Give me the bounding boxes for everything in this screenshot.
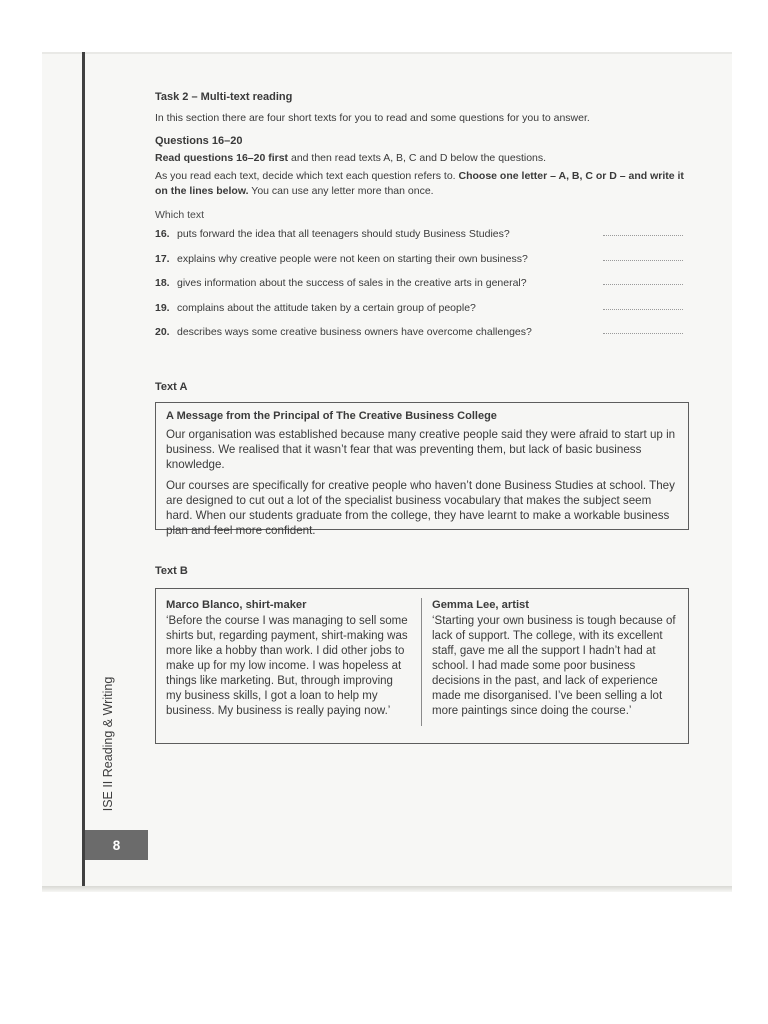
text-b-left-name: Marco Blanco, shirt-maker (166, 598, 307, 611)
instruction-bold: Read questions 16–20 first (155, 152, 289, 165)
text-b-right-column (422, 598, 688, 743)
question-list (155, 224, 689, 347)
questions-lead: Which text (155, 208, 205, 221)
answer-line[interactable] (603, 333, 683, 334)
page-number-badge: 8 (85, 830, 148, 860)
answer-line[interactable] (603, 260, 683, 261)
task-title: Task 2 – Multi-text reading (155, 91, 293, 103)
text-b-box (155, 588, 689, 744)
text-b-label: Text B (155, 564, 188, 577)
instruction-rest: and then read texts A, B, C and D below the questions. (288, 152, 547, 165)
question-number: 18. (155, 277, 170, 290)
question-text: puts forward the idea that all teenagers should study Business Studies? (177, 228, 510, 241)
questions-heading: Questions 16–20 (155, 135, 243, 148)
text-a-paragraph: Our organisation was established because many creative people said they were afraid to start up in business. We realised that it wasn’t fear that was preventing them, but lack of basic business knowledge. (166, 427, 676, 472)
question-text: explains why creative people were not keen on starting their own business? (177, 252, 528, 265)
question-number: 19. (155, 301, 170, 314)
instruction2-start: As you read each text, decide which text each question refers to. (155, 170, 459, 183)
question-text: complains about the attitude taken by a certain group of people? (177, 301, 476, 314)
answer-line[interactable] (603, 309, 683, 310)
instruction2-bold: Choose one letter – A, B, C or D – and write it on the lines below. (155, 170, 684, 197)
text-a-title: A Message from the Principal of The Creative Business College (166, 409, 497, 422)
question-row (155, 298, 689, 323)
question-number: 17. (155, 252, 170, 265)
text-b-right-quote: ‘Starting your own business is tough because of lack of support. The college, with its excellent staff, gave me all the support I hadn’t had at school. I had made some poor business decisions in the past, and lack of experience made me disorganised. I’ve been selling a lot more paintings since doing the course.’ (432, 615, 676, 717)
question-row (155, 322, 689, 347)
side-section-label: ISE II Reading & Writing (101, 676, 115, 812)
question-number: 20. (155, 326, 170, 339)
question-text: describes ways some creative business owners have overcome challenges? (177, 326, 532, 339)
text-a-box (155, 402, 689, 538)
text-b-left-column (156, 598, 422, 726)
text-b-left-quote: ‘Before the course I was managing to sell some shirts but, regarding payment, shirt-making was more like a hobby than work. I did other jobs to make up for my low income. I was hopeless at things like marketing. But, through improving my business skills, I got a loan to help my business. My business is really paying now.’ (166, 615, 408, 717)
text-b-right-name: Gemma Lee, artist (432, 598, 530, 611)
question-row (155, 224, 689, 249)
text-a-paragraph: Our courses are specifically for creative people who haven’t done Business Studies at school. They are designed to cut out a lot of the specialist business vocabulary that makes the subject seem hard. When our students graduate from the college, they have learnt to make a workable business plan and feel more confident. (166, 479, 675, 538)
question-text: gives information about the success of sales in the creative arts in general? (177, 277, 527, 290)
page-top-edge (42, 52, 732, 54)
questions-instruction (155, 151, 689, 165)
margin-rule (82, 52, 85, 890)
question-row (155, 273, 689, 298)
questions-instruction-2 (155, 169, 689, 198)
instruction2-end: You can use any letter more than once. (248, 184, 434, 197)
text-a-label: Text A (155, 380, 188, 393)
page-bottom-shadow (42, 886, 732, 892)
question-row (155, 249, 689, 274)
answer-line[interactable] (603, 235, 683, 236)
page-content (155, 90, 689, 744)
answer-line[interactable] (603, 284, 683, 285)
task-intro: In this section there are four short texts for you to read and some questions for you to answer. (155, 111, 590, 124)
question-number: 16. (155, 228, 170, 241)
